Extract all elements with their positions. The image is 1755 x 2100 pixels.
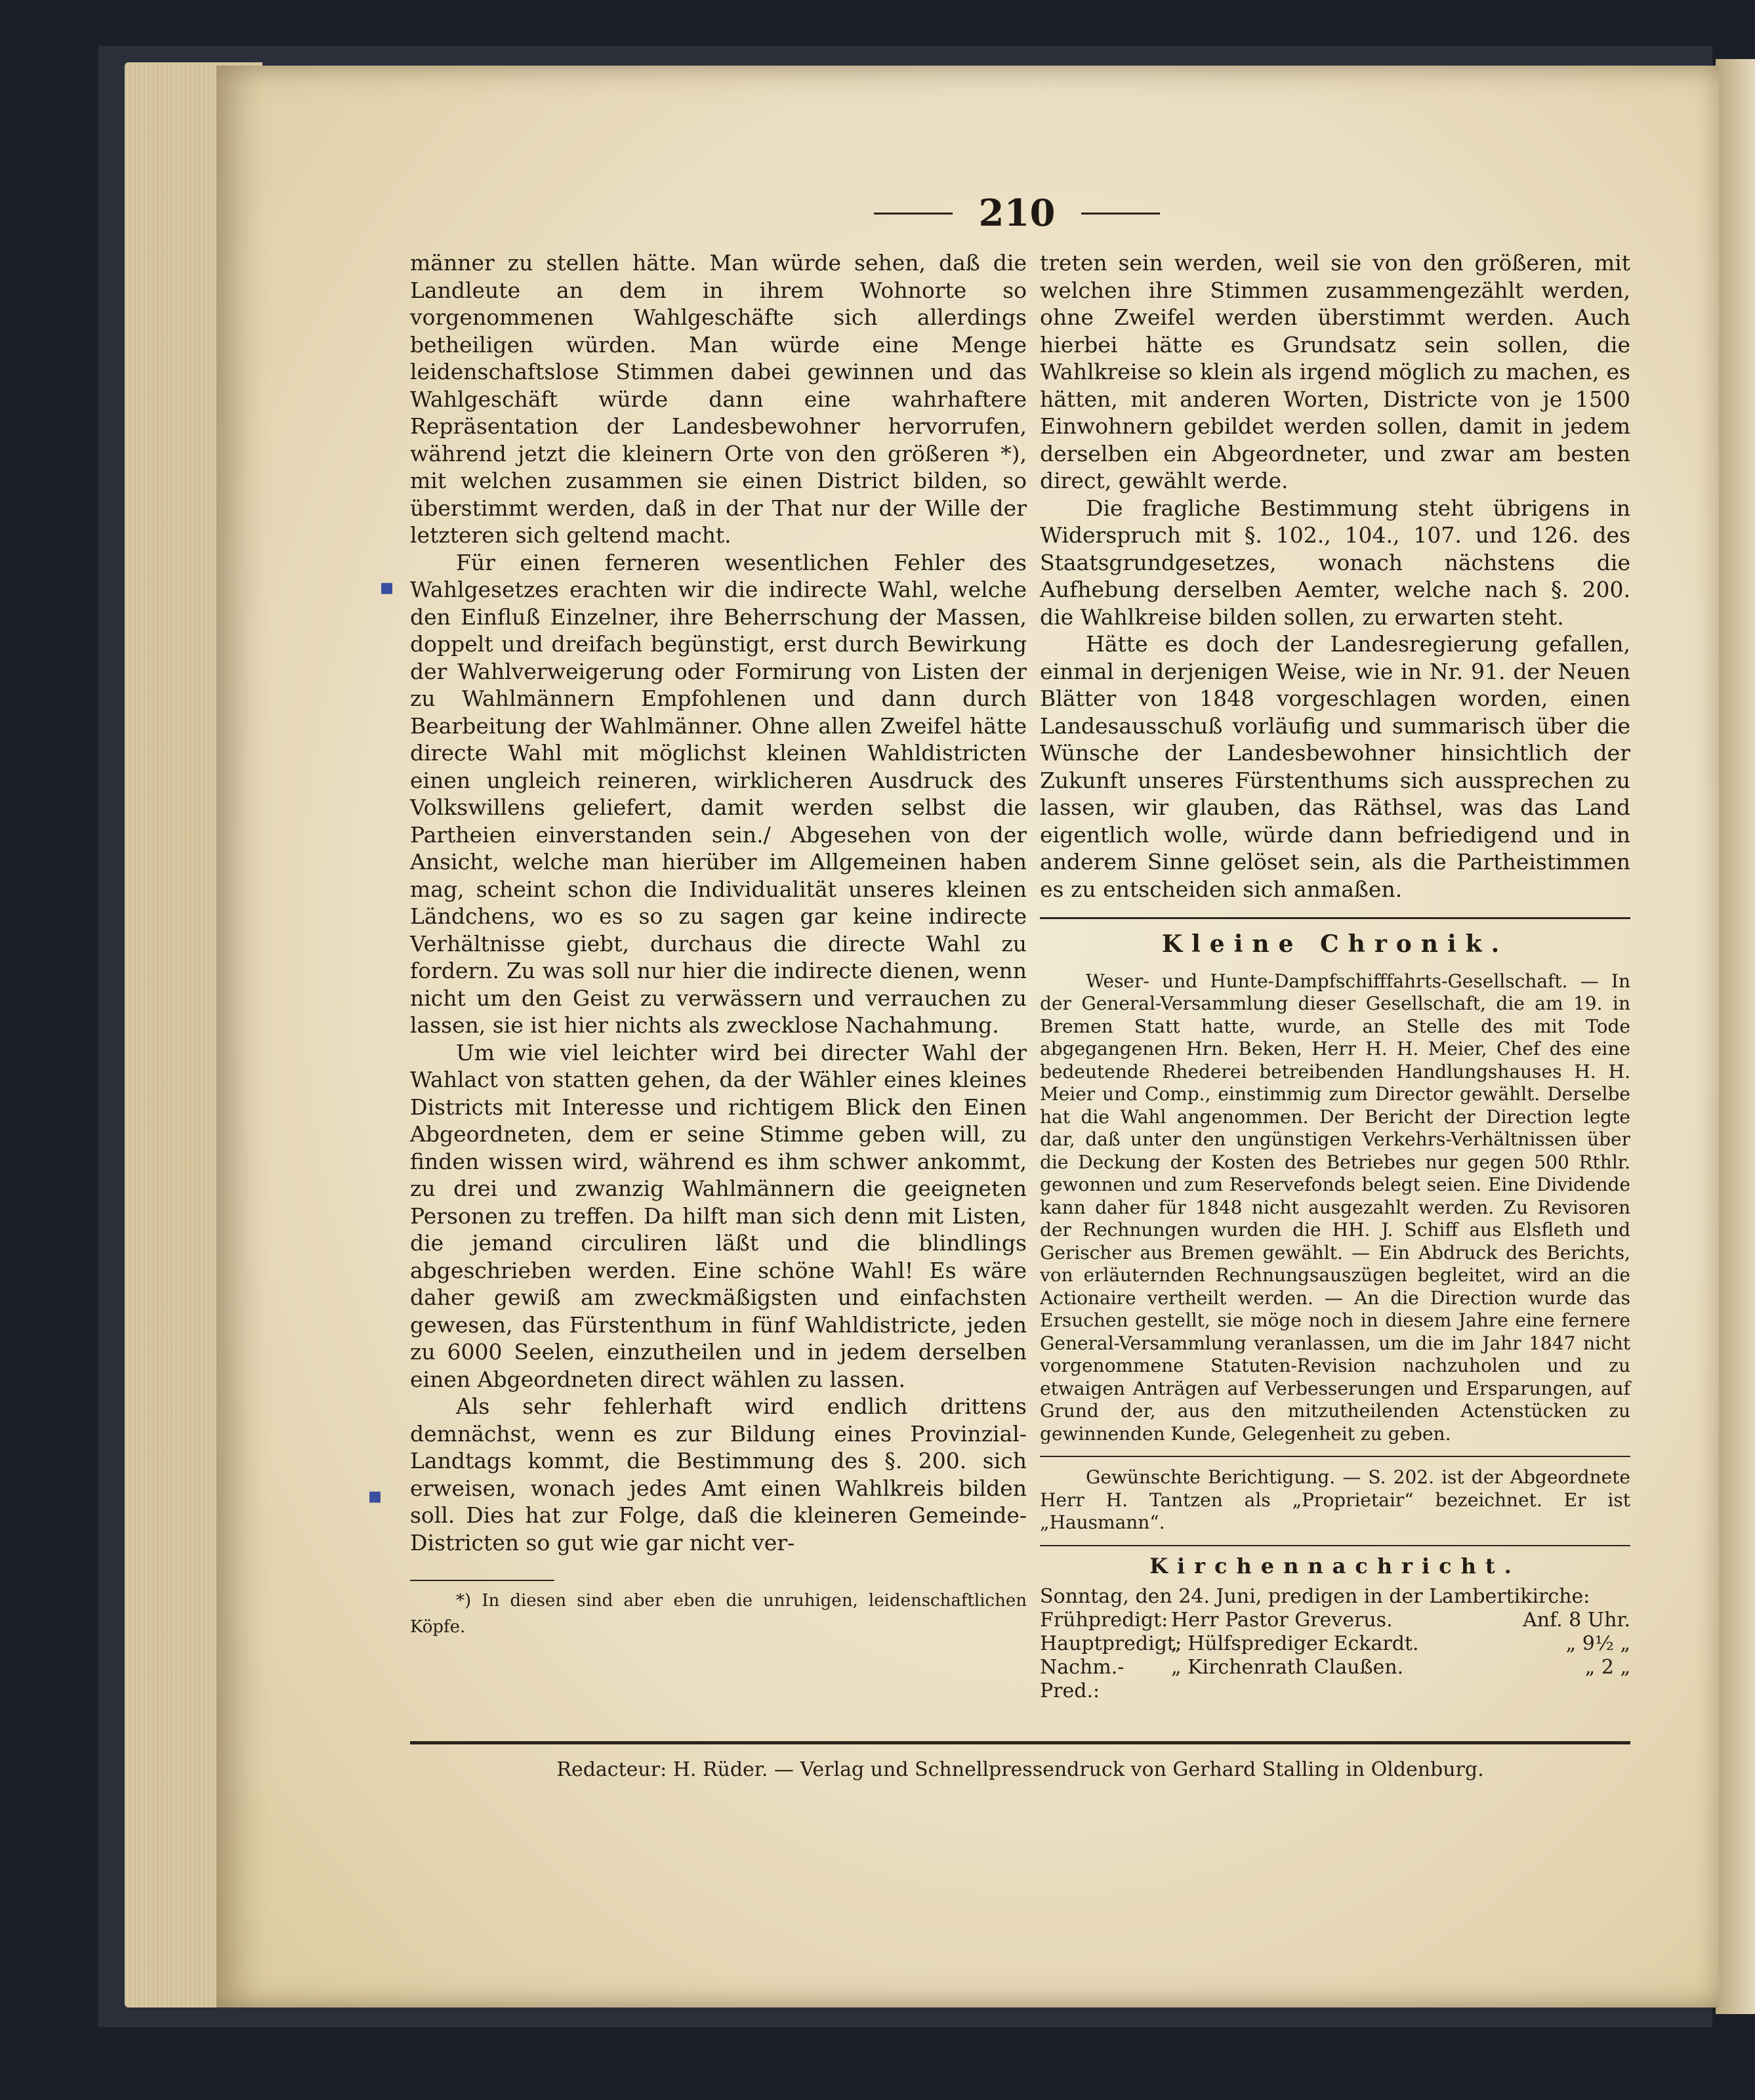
- paragraph: männer zu stellen hätte. Man würde sehen, daß die Landleute an dem in ihrem Wohnorte so vorgenommenen Wahlgeschäfte sich allerdings betheiligen würden. Man würde eine Menge leidenschaftslose Stimmen dabei gewinnen und das Wahlgeschäft würde dann eine wahrhaftere Repräsentation der Landesbewohner hervorrufen, während jetzt die kleinern Orte von den größeren *), mit welchen zusammen sie einen District bilden, so überstimmt werden, daß in der That nur der Wille der letzteren sich geltend macht.: [410, 250, 1027, 548]
- left-column: [410, 249, 1027, 1640]
- paragraph: Um wie viel leichter wird bei directer Wahl der Wahlact von statten gehen, da der Wähler eines kleines Districts mit Interesse und richtigem Blick den Einen Abgeordneten, dem er seine Stimme geben will, zu finden wissen wird, während es ihm schwer ankommt, zu drei und zwanzig Wahlmännern die geeigneten Personen zu treffen. Da hilft man sich denn mit Listen, die jemand circuliren läßt und die blindlings abgeschrieben werden. Eine schöne Wahl! Es wäre daher gewiß am zweckmäßigsten und einfachsten gewesen, das Fürstenthum in fünf Wahldistricte, jeden zu 6000 Seelen, einzutheilen und in jedem derselben einen Abgeordneten direct wählen zu lassen.: [410, 1039, 1027, 1392]
- paragraph: treten sein werden, weil sie von den größeren, mit welchen ihre Stimmen zusammengezählt werden, ohne Zweifel werden überstimmt werden. Auch hierbei hätte es Grundsatz sein sollen, die Wahlkreise so klein als irgend möglich zu machen, es hätten, mit anderen Worten, Districte von je 1500 Einwohnern gebildet werden sollen, damit in jedem derselben ein Abgeordneter, und zwar am besten direct, gewählt werde.: [1040, 250, 1630, 493]
- chronik-text: Weser- und Hunte-Dampfschifffahrts-Gesellschaft. — In der General-Versammlung dieser Gesellschaft, die am 19. in Bremen Statt hatte, wurde, an Stelle des mit Tode abgegangenen Hrn. Beken, Herr H. H. Meier, Chef des eine bedeutende Rhederei betreibenden Handlungshauses H. H. Meier und Comp., einstimmig zum Director gewählt. Derselbe hat die Wahl angenommen. Der Bericht der Direction legte dar, daß unter den ungünstigen Verkehrs-Verhältnissen über die Deckung der Kosten des Betriebes nur gegen 500 Rthlr. gewonnen und zum Reservefonds belegt seien. Eine Dividende kann daher für 1848 nicht ausgezahlt werden. Zu Revisoren der Rechnungen wurden die HH. J. Schiff aus Elsfleth und Gerischer aus Bremen gewählt. — Ein Abdruck des Berichts, von erläuternden Rechnungsauszügen begleitet, wird an die Actionaire vertheilt werden. — An die Direction wurde das Ersuchen gestellt, sie möge noch in diesem Jahre eine fernere General-Versammlung veranlassen, um die im Jahr 1847 nicht vorgenommene Statuten-Revision nachzuholen und zu etwaigen Anträgen auf Verbesserungen und Ersparungen, auf Grund der, aus den mitzutheilenden Actenstücken zu gewinnenden Kunde, Gelegenheit zu geben.: [1040, 970, 1630, 1445]
- pencil-mark: ▪: [379, 574, 395, 600]
- chronik-title: Kleine Chronik.: [1161, 930, 1509, 958]
- facing-page-edge: [1716, 59, 1755, 2014]
- service-schedule: [1040, 1609, 1630, 1703]
- paragraph: Die fragliche Bestimmung steht übrigens in Widerspruch mit §. 102., 104., 107. und 126. des Staatsgrundgesetzes, wonach nächstens die Aufhebung derselben Aemter, welche nach §. 200. die Wahlkreise bilden sollen, zu erwarten steht.: [1040, 495, 1630, 630]
- schedule-name: „ Hülfsprediger Eckardt.: [1171, 1632, 1419, 1655]
- footnote-rule: [410, 1580, 554, 1581]
- header-rule-right: [1081, 213, 1160, 215]
- paragraph: Als sehr fehlerhaft wird endlich drittens demnächst, wenn es zur Bildung eines Provinzial-Landtags kommt, die Bestimmung des §. 200. sich erweisen, wonach jedes Amt einen Wahlkreis bilden soll. Dies hat zur Folge, daß die kleineren Gemeinde-Districten so gut wie gar nicht ver-: [410, 1393, 1027, 1555]
- schedule-name: „ Kirchenrath Claußen.: [1171, 1656, 1404, 1679]
- bottom-rule: [410, 1741, 1630, 1744]
- schedule-row: [1040, 1656, 1630, 1703]
- berichtigung: Gewünschte Berichtigung. — S. 202. ist der Abgeordnete Herr H. Tantzen als „Proprietair“ bezeichnet. Er ist „Hausmann“.: [1040, 1466, 1630, 1533]
- paragraph: Hätte es doch der Landesregierung gefallen, einmal in derjenigen Weise, wie in Nr. 91. der Neuen Blätter von 1848 vorgeschlagen worden, einen Landesausschuß vorläufig und summarisch über die Wünsche der Landesbewohner hinsichtlich der Zukunft unseres Fürstenthums sich aussprechen zu lassen, wir glauben, das Räthsel, was das Land eigentlich wolle, würde dann befriedigend und in anderem Sinne gelöset sein, als die Partheistimmen es zu entscheiden sich anmaßen.: [1040, 631, 1630, 902]
- schedule-row: [1040, 1609, 1630, 1632]
- footnote: *) In diesen sind aber eben die unruhigen, leidenschaftlichen Köpfe.: [410, 1591, 1027, 1637]
- kirchen-title: Kirchennachricht.: [1149, 1553, 1521, 1578]
- schedule-time: „ 9½ „: [1565, 1632, 1630, 1655]
- schedule-time: Anf. 8 Uhr.: [1523, 1609, 1630, 1632]
- paragraph: Für einen ferneren wesentlichen Fehler des Wahlgesetzes erachten wir die indirecte Wahl, welche den Einfluß Einzelner, ihre Beherrschung der Massen, doppelt und dreifach begünstigt, erst durch Bewirkung der Wahlverweigerung oder Formirung von Listen der zu Wahlmännern Empfohlenen und dann durch Bearbeitung der Wahlmänner. Ohne allen Zweifel hätte directe Wahl mit möglichst kleinen Wahldistricten einen ungleich reineren, wirklicheren Ausdruck des Volkswillens geliefert, damit werden selbst die Partheien einverstanden sein./ Abgesehen von der Ansicht, welche man hierüber im Allgemeinen haben mag, scheint schon die Individualität unseres kleinen Ländchens, wo es so zu sagen gar keine indirecte Verhältnisse giebt, durchaus die directe Wahl zu fordern. Zu was soll nur hier die indirecte dienen, wenn nicht um den Geist zu verwässern und verrauchen zu lassen, sie ist hier nichts als zwecklose Nachahmung.: [410, 549, 1027, 1038]
- imprint: Redacteur: H. Rüder. — Verlag und Schnellpressendruck von Gerhard Stalling in Oldenburg.: [556, 1758, 1484, 1781]
- page-header: [853, 190, 1181, 236]
- schedule-row: [1040, 1632, 1630, 1656]
- section-rule: [1040, 1545, 1630, 1546]
- header-rule-left: [874, 213, 953, 215]
- section-rule: [1040, 1456, 1630, 1457]
- schedule-role: Hauptpredigt:: [1040, 1632, 1182, 1655]
- section-rule: [1040, 917, 1630, 919]
- schedule-role: Frühpredigt:: [1040, 1609, 1168, 1632]
- page-number: 210: [978, 192, 1056, 235]
- schedule-time: „ 2 „: [1584, 1656, 1630, 1679]
- kirchen-intro: Sonntag, den 24. Juni, predigen in der Lambertikirche:: [1040, 1585, 1590, 1608]
- schedule-name: Herr Pastor Greverus.: [1171, 1609, 1393, 1632]
- right-column: [1040, 249, 1630, 1703]
- schedule-role: Nachm.-Pred.:: [1040, 1656, 1125, 1702]
- pencil-mark: ▪: [367, 1483, 383, 1509]
